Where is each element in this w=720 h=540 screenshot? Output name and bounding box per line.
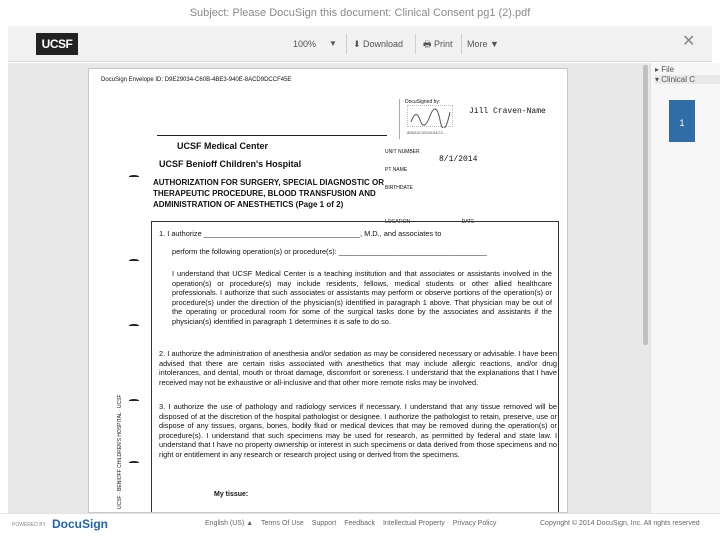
- toolbar-divider: [346, 34, 347, 54]
- more-menu-button[interactable]: More ▼: [467, 39, 499, 49]
- zoom-level[interactable]: 100%: [293, 39, 317, 49]
- signature-code: 8B5A3C0094154C3...: [407, 130, 446, 135]
- field-date: DATE: [461, 219, 475, 225]
- my-tissue-label: My tissue:: [214, 491, 249, 498]
- document-panel: [650, 63, 720, 513]
- signature-scribble-icon: [408, 106, 454, 128]
- hole-punch-mark: [129, 399, 139, 402]
- copyright: Copyright © 2014 DocuSign, Inc. All rights reserved: [540, 520, 700, 527]
- hole-punch-mark: [129, 259, 139, 262]
- language-selector[interactable]: English (US) ▲: [205, 520, 254, 527]
- toolbar-divider: [461, 34, 462, 54]
- field-birthdate: BIRTHDATE: [385, 185, 413, 191]
- paragraph-1: 1. I authorize ______________________________________, M.D., and associates to: [159, 229, 442, 238]
- ip-link[interactable]: Intellectual Property: [382, 520, 445, 527]
- clinical-consent-toggle[interactable]: ▾ Clinical C: [655, 75, 720, 84]
- viewer-toolbar: [8, 26, 712, 62]
- paragraph-1-procedure: perform the following operation(s) or procedure(s): ____________________________________: [172, 247, 487, 256]
- paragraph-teaching-institution: I understand that UCSF Medical Center is a teaching institution and that associates or assistants involved in the operation(s) or procedure(s) may include residents, fellows, medical students or other allied healthcare professionals. I authorize that such associates or assistants may perform or observe portions of the operation(s) or procedure(s) under the direction of the physician(s) identified in paragraph 1 above. That physician may be out of the operating or procedural room for some of the surgical tasks done by the associates and assistants if the physician(s) identified in paragraph 1 determines it is safe to do so.: [172, 269, 552, 326]
- signer-name: Jill Craven-Name: [469, 107, 546, 116]
- footer-links: [205, 520, 502, 527]
- signature-image: [407, 105, 453, 127]
- privacy-link[interactable]: Privacy Policy: [452, 520, 497, 527]
- toolbar-divider: [415, 34, 416, 54]
- page-thumbnail[interactable]: [669, 100, 695, 142]
- ucsf-logo: UCSF: [36, 33, 78, 55]
- paragraph-3-pathology: 3. I authorize the use of pathology and radiology services if necessary. I understand that any tissue removed will be disposed of at the discretion of the hospital pathologist or designee. I authorize the pathologist to retain, preserve, use or dispose of any tissues, organs, bones, bodily fluid or medical devices that may be removed during the operation(s) or procedure(s). I understand that such specimens may be used for research, as permitted by federal and state law. I understand that I have no property ownership or interest in such specimens or data derived from those specimens and no right or entitlement in any research or research project using or derived from the specimens.: [159, 402, 557, 459]
- scrollbar-thumb[interactable]: [643, 65, 648, 345]
- support-link[interactable]: Support: [311, 520, 337, 527]
- document-page: [88, 68, 568, 513]
- org-medical-center: UCSF Medical Center: [177, 141, 269, 151]
- terms-link[interactable]: Terms Of Use: [261, 520, 304, 527]
- close-icon[interactable]: ✕: [682, 33, 696, 50]
- download-button[interactable]: ⬇ Download: [353, 39, 404, 49]
- header-rule: [157, 135, 387, 136]
- envelope-id: DocuSign Envelope ID: D9E29034-C60B-4BE3-940E-8ACD9DCCF45E: [101, 77, 292, 83]
- hole-punch-mark: [129, 461, 139, 464]
- docusign-logo: DocuSign: [52, 517, 108, 531]
- field-unit-number: UNIT NUMBER: [385, 149, 420, 155]
- hole-punch-mark: [129, 324, 139, 327]
- page-number-badge: 1: [679, 118, 685, 128]
- file-toggle[interactable]: ▸ File: [655, 65, 675, 74]
- document-viewer[interactable]: [8, 63, 650, 513]
- paragraph-2-anesthesia: 2. I authorize the administration of anesthesia and/or sedation as may be considered necessary or advisable. I have been advised that there are certain risks associated with anesthetics that may include allergic reactions, and/or drug intolerances, and dental, mouth or throat damage, discomfort or soreness. I understand that the explanations that I have received may not be exhaustive or all-inclusive and that other more remote risks may be involved.: [159, 349, 557, 387]
- org-benioff-childrens: UCSF Benioff Children's Hospital: [159, 159, 302, 169]
- docusigned-by-label: DocuSigned by:: [405, 99, 441, 105]
- powered-by-label: POWERED BY: [12, 522, 46, 528]
- date-value: 8/1/2014: [439, 155, 478, 164]
- zoom-dropdown-icon[interactable]: ▼: [329, 39, 337, 48]
- patient-fields: [385, 143, 420, 197]
- side-margin-text: UCSF · BENIOFF CHILDREN'S HOSPITAL · UCSF: [117, 394, 123, 509]
- email-subject: Subject: Please DocuSign this document: Clinical Consent pg1 (2).pdf: [189, 7, 531, 19]
- footer: [0, 513, 720, 540]
- field-pt-name: PT NAME: [385, 167, 408, 173]
- print-button[interactable]: 🖶 Print: [423, 39, 453, 49]
- field-location: LOCATION: [385, 219, 411, 225]
- feedback-link[interactable]: Feedback: [344, 520, 375, 527]
- hole-punch-mark: [129, 175, 139, 178]
- document-title: AUTHORIZATION FOR SURGERY, SPECIAL DIAGNOSTIC OR THERAPEUTIC PROCEDURE, BLOOD TRANSFUSION AND ADMINISTRATION OF ANESTHETICS (Page 1 of 2): [153, 178, 384, 209]
